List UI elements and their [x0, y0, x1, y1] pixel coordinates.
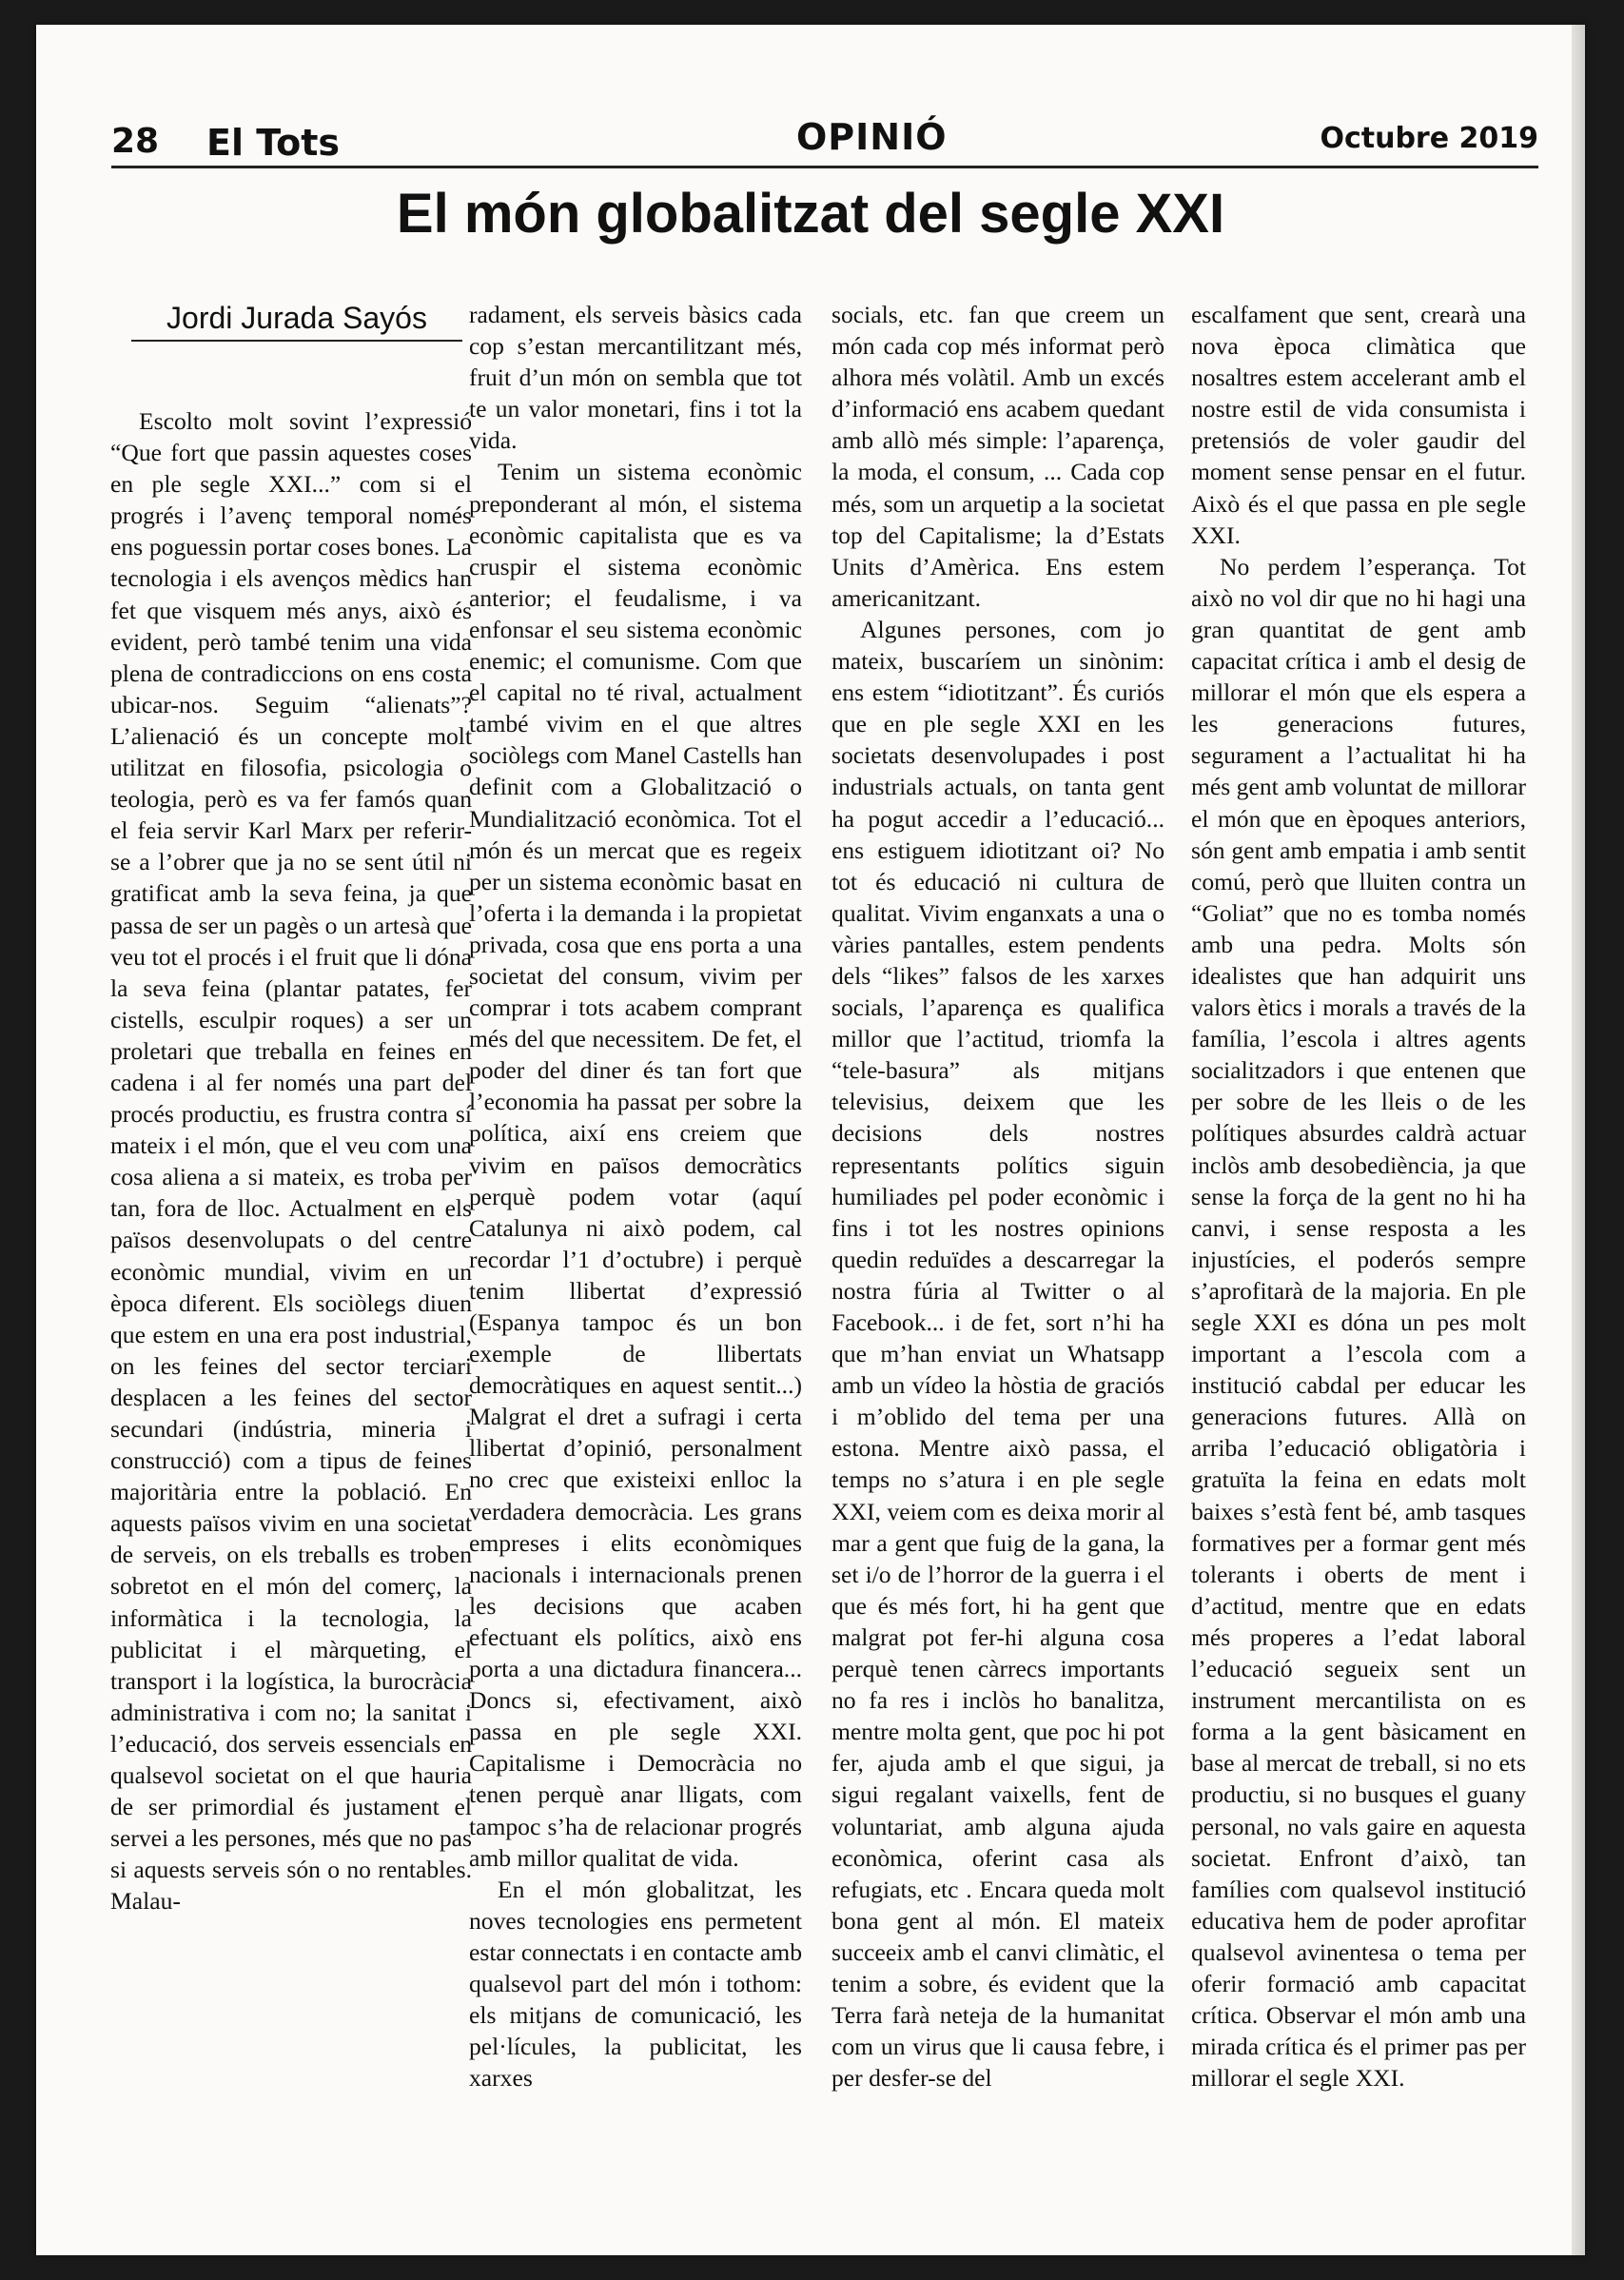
page-spine: [1572, 25, 1585, 2255]
paragraph: No perdem l’esperança. Tot això no vol dir que no hi hagi una gran quantitat de gent amb capacitat crítica i amb el desig de millorar el món que els espera a les generacions futures, segurament a l’actualitat hi ha més gent amb voluntat de millorar el món que en èpoques anteriors, són gent amb empatia i amb sentit comú, però que lluiten contra un “Goliat” que no es tomba només amb una pedra. Molts són idealistes que han adquirit uns valors ètics i morals a través de la família, l’escola i altres agents socialitzadors i que entenen que per sobre de les lleis o de les polítiques absurdes caldrà actuar inclòs amb desobediència, ja que sense la força de la gent no hi ha canvi, i sense resposta a les injustícies, el poderós sempre s’aprofitarà de la majoria. En ple segle XXI es dóna un pes molt important a l’escola com a institució cabdal per educar les generacions futures. Allà on arriba l’educació obligatòria i gratuïta la feina en edats molt baixes s’està fent bé, amb tasques formatives per a formar gent més tolerants i oberts de ment i d’actitud, mentre que en edats més properes a l’edat laboral l’educació segueix sent un instrument mercantilista on es forma a la gent bàsicament en base al mercat de treball, si no ets productiu, si no busques el guany personal, no vals gaire en aquesta societat. Enfront d’això, tan famílies com qualsevol institució educativa hem de poder aprofitar qualsevol avinentesa o tema per oferir formació amb capacitat crítica. Observar el món amb una mirada crítica és el primer pas per millorar el segle XXI.: [1191, 552, 1526, 2093]
article-column-4: [1191, 299, 1526, 2093]
page-number: 28: [111, 122, 160, 161]
page-header: [111, 91, 1538, 167]
article-column-2: [469, 299, 802, 2093]
paragraph: En el món globalitzat, les noves tecnologies ens permetent estar connectats i en contacte amb qualsevol part del món i tothom: els mitjans de comunicació, les pel·lícules, la publicitat, les xarxes: [469, 1875, 802, 2093]
section-name: OPINIÓ: [796, 116, 948, 158]
article-column-3: [832, 299, 1164, 2093]
paragraph: Escolto molt sovint l’expressió “Que fort que passin aquestes coses en ple segle XXI...” com si el progrés i l’avenç temporal només ens poguessin portar coses bones. La tecnologia i els avenços mèdics han fet que visquem més anys, això és evident, però també tenim una vida plena de contradiccions on ens costa ubicar-nos. Seguim “alienats”? L’alienació és un concepte molt utilitzat en filosofia, psicologia o teologia, però es va fer famós quan el feia servir Karl Marx per referir-se a l’obrer que ja no se sent útil ni gratificat amb la seva feina, ja que passa de ser un pagès o un artesà que veu tot el procés i el fruit que li dóna la seva feina (plantar patates, fer cistells, esculpir roques) a ser un proletari que treballa en feines en cadena i al fer només una part del procés productiu, es frustra contra sí mateix i el món, que el veu com una cosa aliena a si mateix, es troba per tan, fora de lloc. Actualment en els països desenvolupats o del centre econòmic mundial, vivim en un època diferent. Els sociòlegs diuen que estem en una era post industrial, on les feines del sector terciari desplacen a les feines del sector secundari (indústria, mineria i construcció) com a tipus de feines majoritària entre la població. En aquests països vivim en una societat de serveis, on els treballs es troben sobretot en el món del comerç, la informàtica i la tecnologia, la publicitat i el màrqueting, el transport i la logística, la burocràcia administrativa i com no; la sanitat i l’educació, dos serveis essencials en qualsevol societat on el que hauria de ser primordial és justament el servei a les persones, més que no pas si aquests serveis són o no rentables. Malau-: [110, 407, 472, 1916]
paragraph: Algunes persones, com jo mateix, buscaríem un sinònim: ens estem “idiotitzant”. És curiós que en ple segle XXI en les societats desenvolupades i post industrials actuals, on tanta gent ha pogut accedir a l’educació... ens estiguem idiotitzant oi? No tot és educació ni cultura de qualitat. Vivim enganxats a una o vàries pantalles, estem pendents dels “likes” falsos de les xarxes socials, l’aparença es qualifica millor que l’actitud, triomfa la “tele-basura” als mitjans televisius, deixem que les decisions dels nostres representants polítics siguin humiliades pel poder econòmic i fins i tot les nostres opinions quedin reduïdes a descarregar la nostra fúria al Twitter o al Facebook... i de fet, sort n’hi ha que m’han enviat un Whatsapp amb un vídeo la hòstia de graciós i m’oblido del tema per una estona. Mentre això passa, el temps no s’atura i en ple segle XXI, veiem com es deixa morir al mar a gent que fuig de la gana, la set i/o de l’horror de la guerra i el que és més fort, hi ha gent que malgrat pot fer-hi alguna cosa perquè tenen càrrecs importants no fa res i inclòs ho banalitza, mentre molta gent, que poc hi pot fer, ajuda amb el que sigui, ja sigui regalant vaixells, fent de voluntariat, amb alguna ajuda econòmica, oferint casa als refugiats, etc . Encara queda molt bona gent al món. El mateix succeeix amb el canvi climàtic, el tenim a sobre, és evident que la Terra farà neteja de la humanitat com un virus que li causa febre, i per desfer-se del: [832, 615, 1164, 2093]
issue-date: Octubre 2019: [1320, 122, 1538, 155]
publication-name: El Tots: [206, 122, 340, 164]
article-title: El món globalitzat del segle XXI: [396, 183, 1225, 245]
newspaper-page: [36, 25, 1585, 2255]
article-column-1: [110, 405, 472, 1917]
paragraph: escalfament que sent, crearà una nova època climàtica que nosaltres estem accelerant amb el nostre estil de vida consumista i pretensiós de voler gaudir del moment sense pensar en el futur. Això és el que passa en ple segle XXI.: [1191, 301, 1526, 549]
paragraph: Tenim un sistema econòmic preponderant al món, el sistema econòmic capitalista que es va cruspir el sistema econòmic anterior; el feudalisme, i va enfonsar el seu sistema econòmic enemic; el comunisme. Com que el capital no té rival, actualment també vivim en el que altres sociòlegs com Manel Castells han definit com a Globalització o Mundialització econòmica. Tot el món és un mercat que es regeix per un sistema econòmic basat en l’oferta i la demanda i la propietat privada, cosa que ens porta a una societat del consum, vivim per comprar i tots acabem comprant més del que necessitem. De fet, el poder del diner és tan fort que l’economia ha passat per sobre la política, així ens creiem que vivim en països democràtics perquè podem votar (aquí Catalunya ni això podem, cal recordar l’1 d’octubre) i perquè tenim llibertat d’expressió (Espanya tampoc és un bon exemple de llibertats democràtiques en aquest sentit...) Malgrat el dret a sufragi i certa llibertat d’opinió, personalment no crec que existeixi enlloc la verdadera democràcia. Les grans empreses i elits econòmiques nacionals i internacionals prenen les decisions que acaben efectuant els polítics, això ens porta a una dictadura financera... Doncs si, efectivament, això passa en ple segle XXI. Capitalisme i Democràcia no tenen perquè anar lligats, com tampoc s’ha de relacionar progrés amb millor qualitat de vida.: [469, 458, 802, 1872]
author-byline: Jordi Jurada Sayós: [131, 301, 462, 342]
header-rule: [111, 166, 1538, 168]
paragraph: socials, etc. fan que creem un món cada cop més informat però alhora més volàtil. Amb un excés d’informació ens acabem quedant amb allò més simple: l’aparença, la moda, el consum, ... Cada cop més, som un arquetip a la societat top del Capitalisme; la d’Estats Units d’Amèrica. Ens estem americanitzant.: [832, 301, 1164, 612]
paragraph: radament, els serveis bàsics cada cop s’estan mercantilitzant més, fruit d’un món on sembla que tot te un valor monetari, fins i tot la vida.: [469, 301, 802, 455]
